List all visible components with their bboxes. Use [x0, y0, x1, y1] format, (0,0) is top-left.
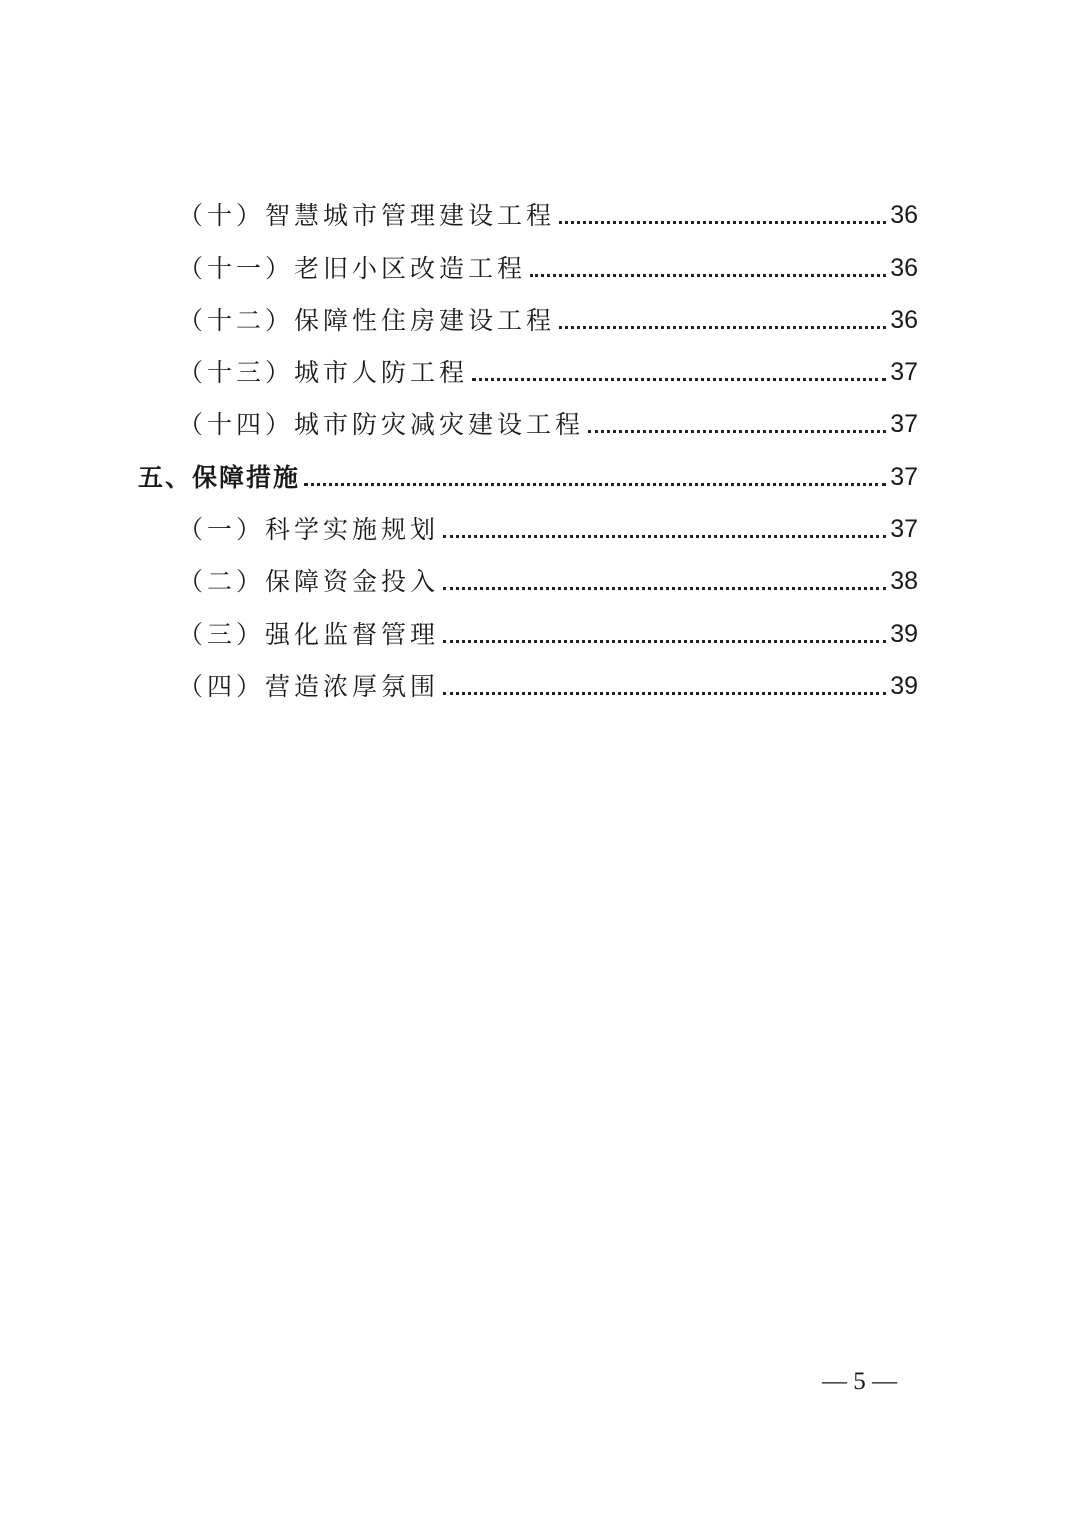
dot-leader [559, 221, 886, 224]
toc-entry-title: （四）营造浓厚氛围 [178, 671, 440, 701]
dot-leader [443, 535, 886, 538]
dot-leader [588, 430, 886, 433]
toc-entry[interactable] [138, 606, 918, 658]
toc-section-title: 五、保障措施 [138, 462, 301, 492]
dot-leader [304, 483, 886, 486]
table-of-contents [138, 188, 918, 711]
toc-entry-title: （十）智慧城市管理建设工程 [178, 201, 556, 231]
dot-leader [472, 378, 886, 381]
toc-entry-title: （十二）保障性住房建设工程 [178, 305, 556, 335]
toc-entry-page: 36 [890, 201, 918, 230]
dot-leader [443, 640, 886, 643]
toc-entry[interactable] [138, 240, 918, 292]
toc-entry-page: 39 [890, 671, 918, 700]
toc-entry[interactable] [138, 659, 918, 711]
toc-entry-title: （二）保障资金投入 [178, 567, 440, 597]
dot-leader [559, 326, 886, 329]
toc-entry[interactable] [138, 188, 918, 240]
toc-entry-page: 37 [890, 410, 918, 439]
toc-entry-title: （十四）城市防灾减灾建设工程 [178, 410, 585, 440]
toc-entry-page: 39 [890, 619, 918, 648]
dot-leader [443, 587, 886, 590]
toc-entry[interactable] [138, 345, 918, 397]
toc-entry-page: 36 [890, 305, 918, 334]
page-number: — 5 — [822, 1368, 897, 1395]
dot-leader [443, 692, 886, 695]
toc-entry-title: （三）强化监督管理 [178, 619, 440, 649]
dot-leader [530, 274, 886, 277]
toc-entry-page: 37 [890, 515, 918, 544]
toc-entry[interactable] [138, 502, 918, 554]
toc-entry-title: （十一）老旧小区改造工程 [178, 253, 527, 283]
toc-section-heading[interactable] [138, 449, 918, 501]
toc-entry-page: 37 [890, 462, 918, 491]
toc-entry-page: 37 [890, 358, 918, 387]
toc-entry-title: （十三）城市人防工程 [178, 358, 469, 388]
toc-entry[interactable] [138, 554, 918, 606]
toc-entry-title: （一）科学实施规划 [178, 515, 440, 545]
toc-entry-page: 38 [890, 567, 918, 596]
toc-entry[interactable] [138, 293, 918, 345]
toc-entry[interactable] [138, 397, 918, 449]
toc-entry-page: 36 [890, 253, 918, 282]
